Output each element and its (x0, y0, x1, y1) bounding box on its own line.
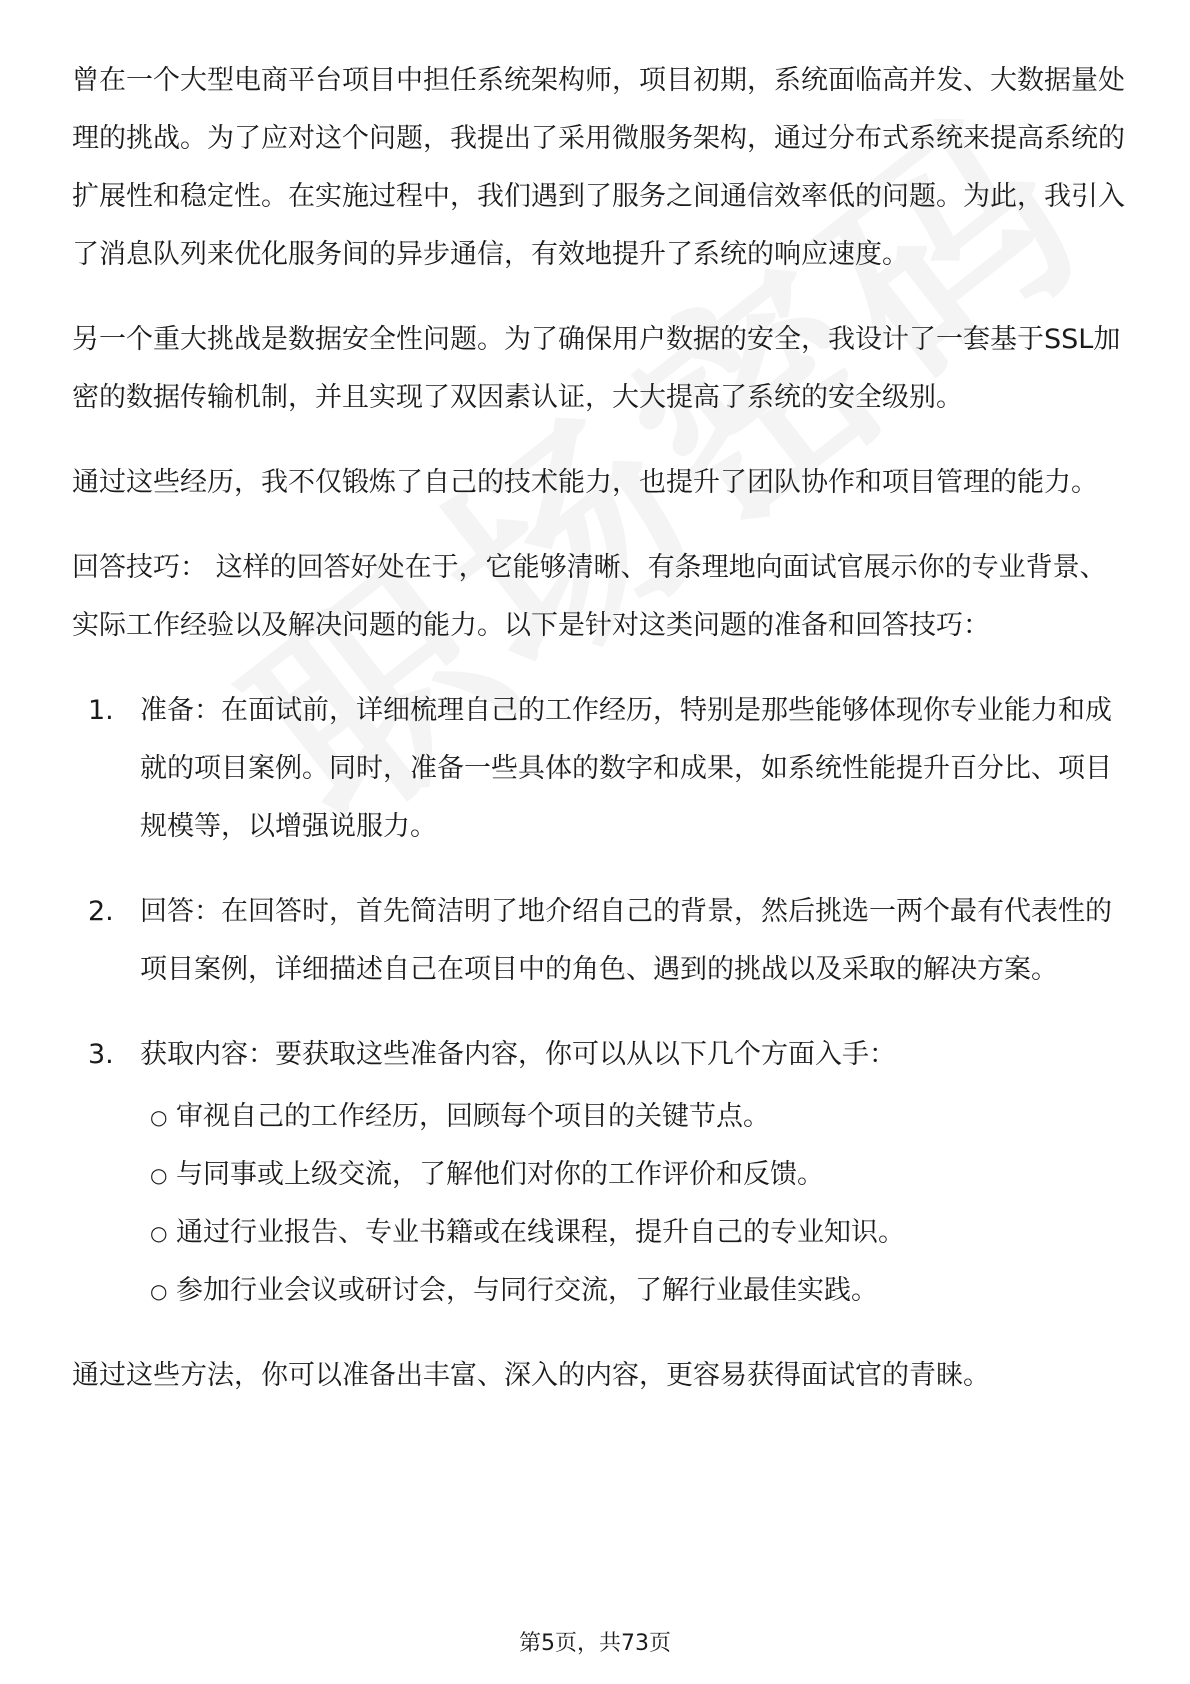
paragraph-summary: 通过这些经历，我不仅锻炼了自己的技术能力，也提升了团队协作和项目管理的能力。 (72, 467, 1098, 498)
paragraph-closing: 通过这些方法，你可以准备出丰富、深入的内容，更容易获得面试官的青睐。 (72, 1360, 990, 1391)
circle-bullet-icon: ○ (150, 1163, 168, 1187)
list-text: 获取内容：要获取这些准备内容，你可以从以下几个方面入手： (140, 1039, 896, 1070)
sub-list-item (140, 1262, 1132, 1320)
circle-bullet-icon: ○ (150, 1105, 168, 1129)
page-number: 第5页，共73页 (519, 1631, 671, 1656)
sub-list-text: 审视自己的工作经历，回顾每个项目的关键节点。 (176, 1101, 770, 1132)
document-body (72, 52, 1132, 1432)
list-text: 回答：在回答时，首先简洁明了地介绍自己的背景，然后挑选一两个最有代表性的项目案例，详细描述自己在项目中的角色、遇到的挑战以及采取的解决方案。 (140, 896, 1112, 985)
list-item (72, 682, 1132, 856)
circle-bullet-icon: ○ (150, 1279, 168, 1303)
paragraph-tips: 回答技巧： 这样的回答好处在于，它能够清晰、有条理地向面试官展示你的专业背景、实际工作经验以及解决问题的能力。以下是针对这类问题的准备和回答技巧： (72, 552, 1107, 641)
sub-list-text: 参加行业会议或研讨会，与同行交流，了解行业最佳实践。 (176, 1275, 878, 1306)
sub-list-text: 通过行业报告、专业书籍或在线课程，提升自己的专业知识。 (176, 1217, 905, 1248)
list-item (72, 883, 1132, 999)
paragraph-security: 另一个重大挑战是数据安全性问题。为了确保用户数据的安全，我设计了一套基于SSL加密的数据传输机制，并且实现了双因素认证，大大提高了系统的安全级别。 (72, 324, 1121, 413)
sub-list-item (140, 1146, 1132, 1204)
sub-list (140, 1088, 1132, 1320)
list-text: 准备：在面试前，详细梳理自己的工作经历，特别是那些能够体现你专业能力和成就的项目案例。同时，准备一些具体的数字和成果，如系统性能提升百分比、项目规模等，以增强说服力。 (140, 695, 1112, 842)
list-item-body (140, 1026, 1132, 1320)
list-number: 3. (88, 1039, 114, 1070)
sub-list-item (140, 1204, 1132, 1262)
list-number: 1. (88, 695, 114, 726)
tips-list (72, 682, 1132, 1320)
sub-list-text: 与同事或上级交流，了解他们对你的工作评价和反馈。 (176, 1159, 824, 1190)
list-item (72, 1026, 1132, 1320)
list-number: 2. (88, 896, 114, 927)
sub-list-item (140, 1088, 1132, 1146)
paragraph-experience: 曾在一个大型电商平台项目中担任系统架构师，项目初期，系统面临高并发、大数据量处理的挑战。为了应对这个问题，我提出了采用微服务架构，通过分布式系统来提高系统的扩展性和稳定性。在实施过程中，我们遇到了服务之间通信效率低的问题。为此，我引入了消息队列来优化服务间的异步通信，有效地提升了系统的响应速度。 (72, 65, 1125, 270)
circle-bullet-icon: ○ (150, 1221, 168, 1245)
